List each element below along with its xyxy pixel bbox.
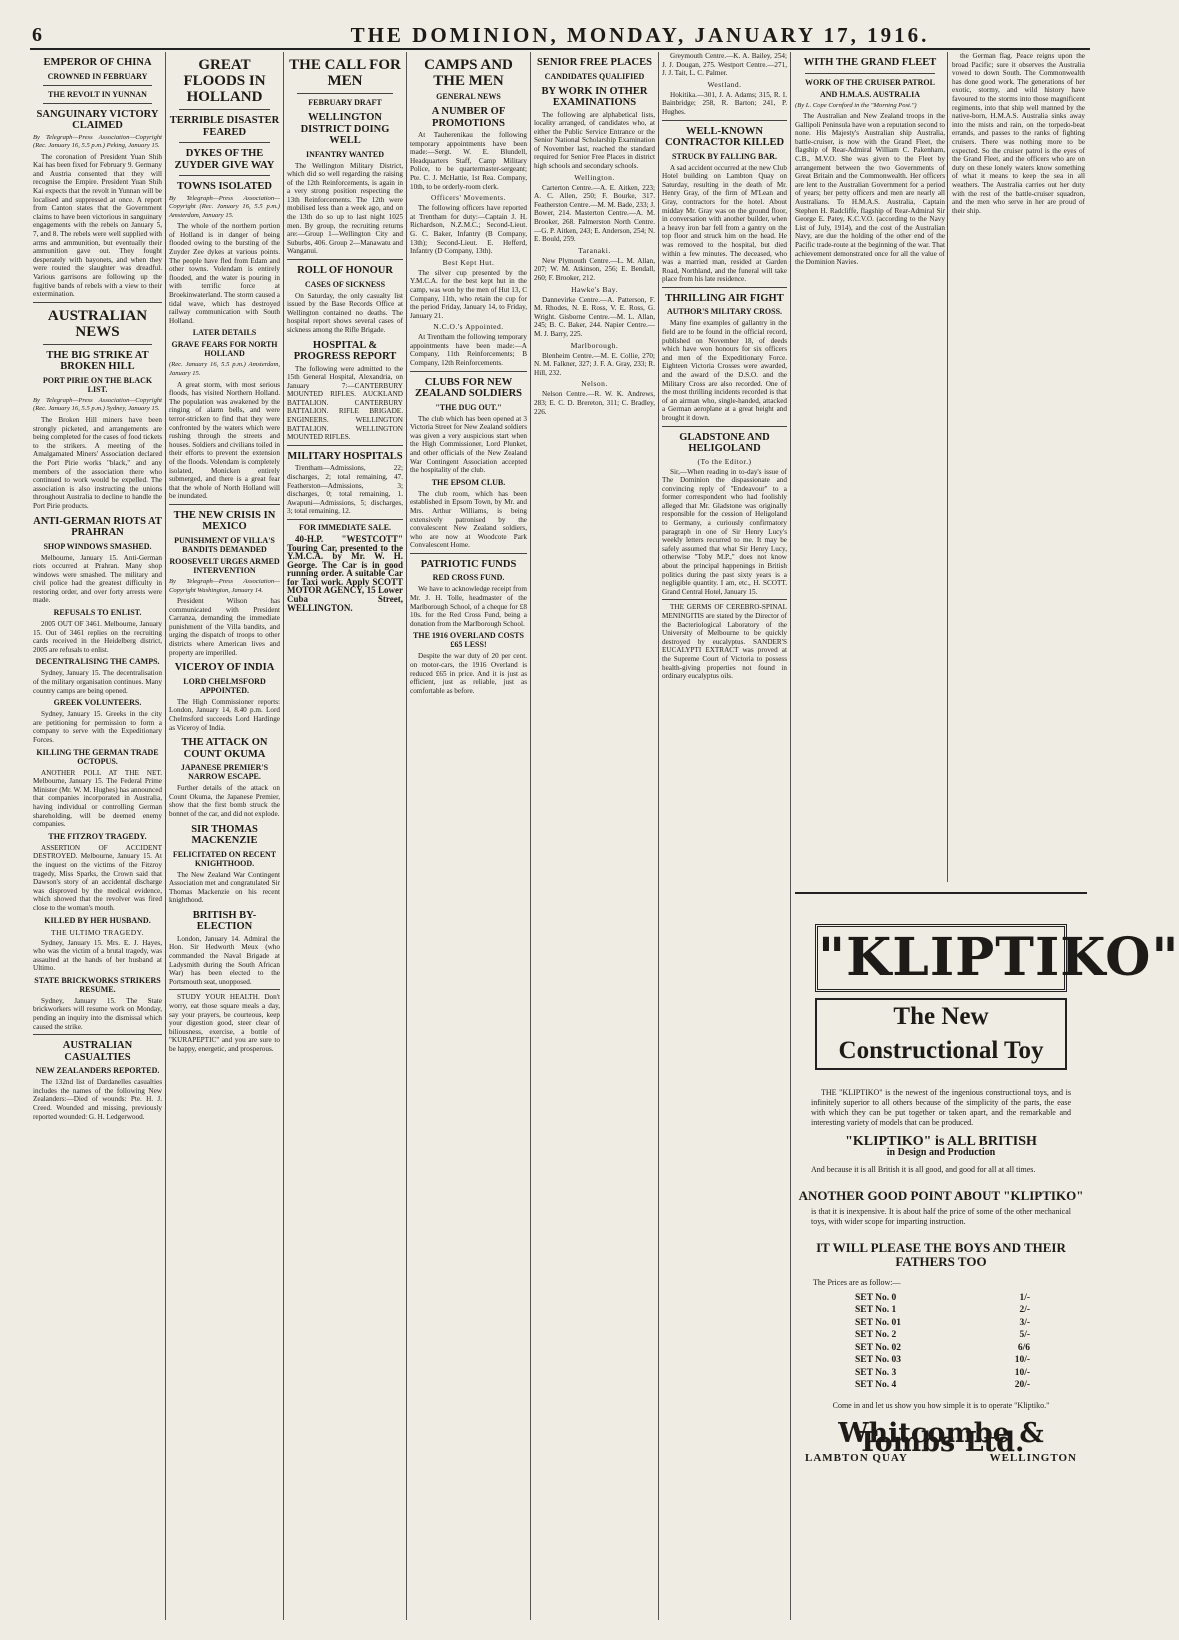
subheadline: Westland.	[707, 79, 742, 89]
ad-heading: in Design and Production	[886, 1146, 996, 1158]
subheadline: FEBRUARY DRAFT	[308, 98, 382, 107]
headline: GLADSTONE AND HELIGOLAND	[679, 431, 770, 454]
headline: WELLINGTON DISTRICT DOING WELL	[300, 112, 390, 146]
subheadline: THE ULTIMO TRAGEDY.	[51, 927, 144, 937]
article-body: The silver cup presented by the Y.M.C.A. for the best kept hut in the camp, was won by the men of Hut 13, C Company, 11th, who retain the cup for the period Friday, January 14, to Friday, January 21.	[410, 268, 527, 320]
headline: SENIOR FREE PLACES	[537, 57, 652, 68]
byline: By Telegraph—Press Association—Copyright (Rec. January 16, 5.5 p.m.) Sydney, January 15.	[33, 396, 162, 413]
grand-fleet-article	[795, 52, 945, 268]
subheadline: "THE DUG OUT."	[435, 402, 502, 412]
divider	[662, 599, 787, 600]
article-body: The club which has been opened at 3 Victoria Street for New Zealand soldiers was given a very auspicious start when the High Commissioner, Lord Plunket, and other officials of the New Zealand War Contingent Association accepted the hospitality of the club.	[410, 414, 527, 475]
price-row	[855, 1329, 1030, 1342]
subheadline: INFANTRY WANTED	[305, 149, 385, 159]
headline: CLUBS FOR NEW ZEALAND SOLDIERS	[414, 376, 523, 400]
headline: BY WORK IN OTHER EXAMINATIONS	[541, 85, 648, 108]
ad-heading: ANOTHER GOOD POINT ABOUT "KLIPTIKO"	[798, 1188, 1084, 1204]
column-6	[658, 52, 790, 1620]
subheadline: GRAVE FEARS FOR NORTH HOLLAND	[171, 340, 278, 359]
subheadline: NEW ZEALANDERS REPORTED.	[35, 1066, 160, 1076]
advertisement: STUDY YOUR HEALTH. Don't worry, eat those square meals a day, say your prayers, be courteous, keep your digestion good, steer clear of biliousness, exercise, a bottle of "KURAPEPTIC" and you are sure to be happy, energetic, and prosperous.	[169, 993, 280, 1053]
headline: SIR THOMAS MACKENZIE	[191, 823, 258, 846]
headline: EMPEROR OF CHINA	[43, 57, 152, 68]
byline: (By L. Cope Cornford in the "Morning Post.")	[795, 101, 917, 109]
headline: ROLL OF HONOUR	[297, 265, 393, 277]
headline: MILITARY HOSPITALS	[287, 450, 403, 462]
headline: BRITISH BY-ELECTION	[192, 909, 257, 933]
price-list	[795, 1292, 1087, 1392]
subheadline: LORD CHELMSFORD APPOINTED.	[183, 676, 266, 695]
column-3	[283, 52, 406, 1620]
divider	[287, 259, 403, 260]
article-body: the German flag. Peace reigns upon the broad Pacific; sure it observes the Australia vowed to down South. The Commonwealth has done good work. The generations of her exotic, stormy, and wild history have favoured to the storms into those magnificent regiments, into that ship well manned by the native-born, H.M.A.S. Australia sinks away into the mists and rain, on the torpedo-beat errands, and passes to the ranks of fighting cruisers. There was nothing more to be expected. So the cruiser patrol is the eyes of the Grand Fleet, and the officers who are on duty on these lonely waters know something of what it means to keep the sea in all weathers. The Australia carries out her duty with the rest of the battle-cruiser squadron, and the men who serve in her are proud of their ship.	[952, 52, 1085, 215]
article-body: Melbourne, January 15. Anti-German riots occurred at Prahran. Many shop windows were smashed. The military and civil police had the greatest difficulty in restoring order, and over forty arrests were made.	[33, 553, 162, 605]
subheadline: Best Kept Hut.	[442, 257, 495, 267]
subheadline: FOR IMMEDIATE SALE.	[298, 522, 392, 532]
set-name: SET No. 3	[855, 1367, 897, 1378]
divider	[410, 553, 527, 554]
subheadline: SHOP WINDOWS SMASHED.	[43, 541, 152, 551]
headline: AUSTRALIAN NEWS	[47, 307, 148, 340]
divider	[33, 302, 162, 303]
subheadline: REFUSALS TO ENLIST.	[53, 608, 142, 618]
article-body: The High Commissioner reports: London, January 14, 8.40 p.m. Lord Chelmsford succeeds Lord Hardinge as Viceroy of India.	[169, 697, 280, 732]
ad-title: "KLIPTIKO"	[815, 924, 1067, 992]
article-body: President Wilson has communicated with President Carranza, demanding the immediate punishment of the Villa bandits, and urging the dispatch of troops to other districts where American lives and property are imperilled.	[169, 597, 280, 657]
headline: TERRIBLE DISASTER FEARED	[169, 115, 280, 138]
column-2	[165, 52, 283, 1620]
article-body: The Australian and New Zealand troops in the Gallipoli Peninsula have won a reputation second to none. His Majesty's Australian ship Australia, battle-cruiser, is now with the Grand Fleet, the flagship of Rear-Admiral William C. Pakenham, C.B., M.V.O. She was given to the Fleet by arrangement between the two Governments of Great Britain and the Commonwealth. Her officers are lent to the Australian Government for a period of years; her petty officers and men are nearly all Australians. To H.M.A.S. Australia, Captain Stephen H. Radcliffe, flagship of Rear-Admiral Sir George E. Patey, K.C.V.O. (according to the Navy List of July, 1914), and the cost of the Australian Navy, are due the holding of the other end of the Pacific trade-route at the beginning of the war. That achievement demonstrated once for all the value of the Dominion Navies.	[795, 112, 945, 267]
headline: A NUMBER OF PROMOTIONS	[431, 106, 506, 129]
article-body: ANOTHER POLL AT THE NET. Melbourne, January 15. The Federal Prime Minister (Mr. W. M. Hughes) has announced that companies incorporated in Australia, having individual or controlling German shareholding, will be deemed enemy companies.	[33, 768, 162, 829]
article-body: The following were admitted to the 15th General Hospital, Alexandria, on January 7:—CANTERBURY MOUNTED RIFLES. AUCKLAND BATTALION. CANTERBURY BATTALION. RIFLE BRIGADE. ENGINEERS. WELLINGTON BATTALION. WELLINGTON MOUNTED RIFLES.	[287, 364, 403, 442]
subheadline: GREEK VOLUNTEERS.	[53, 698, 142, 708]
set-price: 10/-	[1014, 1367, 1030, 1378]
set-price: 5/-	[1019, 1330, 1030, 1341]
headline: TOWNS ISOLATED	[176, 181, 273, 192]
subheadline: LATER DETAILS	[192, 328, 257, 338]
headline: WELL-KNOWN CONTRACTOR KILLED	[664, 125, 785, 149]
address-street: LAMBTON QUAY	[805, 1451, 908, 1464]
article-body: At Tauherenikau the following temporary appointments have been made:—Sergt. W. E. Blundell, Headquarters Staff, Camp Military Police, to be quartermaster-sergeant; Pte. C. J. McHattie, 1st Rea. Company, 10th, to be orderly-room clerk.	[410, 131, 527, 191]
divider	[662, 120, 787, 121]
price-list-label: The Prices are as follow:—	[813, 1278, 901, 1288]
headline: PATRIOTIC FUNDS	[420, 558, 517, 570]
article-body: The Wellington Military District, which did so well regarding the raising of the 12th Reinforcements, is again in a very strong position respecting the 13th Reinforcements. The 12th were mobilised less than a week ago, and on the 13th do so up to last night 1025 men. By group, the recruiting returns are:—Group 1—Wellington City and Suburbs, 406. Group 2—Manawatu and Wanganui.	[287, 161, 403, 256]
ad-text: is that it is inexpensive. It is about half the price of some of the other mechanical toys, with wider scope for imparting instruction.	[811, 1207, 1071, 1227]
article-body: Trentham—Admissions, 22; discharges, 2; total remaining, 47. Featherston—Admissions, 3; discharges, 0; total remaining, 1. Awapuni—Admissions, 5; discharges, 3; total remaining, 12.	[287, 464, 403, 516]
divider	[662, 426, 787, 427]
set-name: SET No. 01	[855, 1317, 902, 1328]
subheadline: THE REVOLT IN YUNNAN	[48, 89, 147, 99]
subheadline: Marlborough.	[570, 340, 619, 350]
set-price: 2/-	[1019, 1305, 1030, 1316]
divider	[179, 142, 270, 143]
divider	[287, 445, 403, 446]
article-body: The club room, which has been established in Epsom Town, by Mr. and Mrs. Arthur Williams, is being extensively patronised by the convalescent New Zealand soldiers, who are now at Woodcote Park Convalescent Home.	[410, 489, 527, 550]
headline: THE BIG STRIKE AT BROKEN HILL	[46, 349, 149, 373]
subheadline: Taranaki.	[578, 245, 611, 255]
divider	[43, 85, 152, 86]
set-price: 10/-	[1014, 1355, 1030, 1366]
column-4	[406, 52, 530, 1620]
subheadline: Nelson.	[581, 379, 608, 389]
set-price: 3/-	[1019, 1317, 1030, 1328]
byline: (Rec. January 16, 5.5 p.m.) Amsterdam, January 15.	[169, 361, 280, 377]
subheadline: STRUCK BY FALLING BAR.	[672, 151, 777, 161]
divider	[43, 103, 152, 104]
article-body: Many fine examples of gallantry in the field are to be found in the official record, published on November 18, of deeds which have won honours for six officers and men of the Expeditionary Force. Eighteen Victoria Crosses were awarded, and the award of the D.S.O. and the Military Cross are also recorded. One of the most thrilling incidents recorded is that of an airman who, single-handed, attacked a German aeroplane at a great height and brought it down.	[662, 319, 787, 422]
subheadline: WORK OF THE CRUISER PATROL	[805, 77, 935, 87]
advertiser-name: Whitcombe & Tombs Ltd.	[838, 1418, 1044, 1458]
article-body: Hokitika.—301, J. A. Adams; 315, R. I. Bainbridge; 258, R. Barton; 241, P. Hughes.	[662, 90, 787, 116]
kliptiko-advertisement	[795, 892, 1179, 1619]
article-body: We have to acknowledge receipt from Mr. J. H. Tolle, headmaster of the Marlborough School, of a cheque for £8 10s. for the Red Cross Fund, being a donation from the Marlborough School.	[410, 585, 527, 628]
subheadline: THE FITZROY TRAGEDY.	[48, 831, 147, 841]
subheadline: JAPANESE PREMIER'S NARROW ESCAPE.	[180, 763, 269, 782]
set-name: SET No. 0	[855, 1292, 897, 1303]
address-city: WELLINGTON	[989, 1451, 1077, 1464]
set-name: SET No. 2	[855, 1330, 897, 1341]
advertisement: THE GERMS OF CEREBRO-SPINAL MENINGITIS are stated by the Director of the Bacteriological Laboratory of the University of Melbourne to be quickly destroyed by eucalyptus. SANDER'S EUCALYPTI EXTRACT was proved at the Supreme Court of Victoria to possess health-giving properties not found in ordinary eucalyptus oils.	[662, 603, 787, 681]
subheadline: AUTHOR'S MILITARY CROSS.	[666, 307, 783, 317]
divider	[179, 109, 270, 110]
headline: THE NEW CRISIS IN MEXICO	[173, 509, 276, 533]
article-body: A great storm, with most serious floods, has visited Northern Holland. The population was awakened by the ringing of alarm bells, and were terror-stricken to find that they were confronted by the waters which were rushing through the streets and houses. Soldiers and civilians toiled in their efforts to prevent the extension of the floods. Volendam is completely isolated, Monicken entirely submerged, and there is a great fear that the whole of North Holland will be inundated.	[169, 380, 280, 501]
column-1	[30, 52, 165, 1620]
article-body: The 132nd list of Dardanelles casualties includes the names of the following New Zealanders:—Died of wounds: Pte. H. J. Creed. Wounded and missing, previously reported wounded: G. H. Ledgerwood.	[33, 1078, 162, 1121]
divider	[287, 519, 403, 520]
headline: HOSPITAL & PROGRESS REPORT	[293, 339, 397, 362]
article-body: Sydney, January 15. Greeks in the city are petitioning for permission to form a company to serve with the Expeditionary Forces.	[33, 710, 162, 744]
article-body: The whole of the northern portion of Holland is in danger of being flooded owing to the bursting of the Zuyder Zee dykes at various points. The people have fled from Edam and other towns. Volendam is entirely flooded, and the water is pouring in with terrific force at Broekinwaterland. The storm caused a tidal wave, which has destroyed railway communication with South Holland.	[169, 222, 280, 325]
ad-text: And because it is all British it is all good, and good for all at all times.	[811, 1165, 1036, 1175]
set-price: 1/-	[1019, 1292, 1030, 1303]
masthead	[30, 20, 1090, 46]
article-body: The coronation of President Yuan Shih Kai has been fixed for February 9. Germany and Austria consented that they will recognise the Empire. President Yuan Shih Kai expects that the revolt in Yunnan will be localised and suppressed at once. A report from Canton states that the Government claims to have been victorious in sanguinary engagements with the rebels on January 5, 7, and 8. The rebels were well supplied with arms and ammunition, but eventually their ammunition gave out. They fought desperately with bayonets, and when they were routed the slaughter was dreadful. Various garrisons are following up the fugitive bands of rebels with a view to their extermination.	[33, 152, 162, 299]
headline: WITH THE GRAND FLEET	[803, 57, 937, 68]
column-7	[790, 52, 1179, 1620]
article-body: Sydney, January 15. The State brickworkers will resume work on Monday, pending an inquiry into the dismissal which caused the strike.	[33, 996, 162, 1031]
ad-heading: "KLIPTIKO" is ALL BRITISH	[845, 1134, 1037, 1149]
ad-footer: Come in and let us show you how simple it is to operate "Kliptiko."	[832, 1400, 1050, 1410]
headline: DYKES OF THE ZUYDER GIVE WAY	[174, 148, 275, 171]
subheadline: STATE BRICKWORKS STRIKERS RESUME.	[34, 975, 161, 994]
subheadline: CROWNED IN FEBRUARY	[47, 71, 148, 81]
newspaper-title: THE DOMINION, MONDAY, JANUARY 17, 1916.	[350, 23, 930, 47]
advertisement: 40-H.P. "WESTCOTT" Touring Car, presented to the Y.M.C.A. by Mr. W. H. George. The Car is in good running order. A suitable Car for Taxi work. Apply SCOTT MOTOR AGENCY, 15 Lower Cuba Street, WELLINGTON.	[287, 533, 403, 613]
subheadline: ROOSEVELT URGES ARMED INTERVENTION	[169, 556, 280, 575]
headline: THE ATTACK ON COUNT OKUMA	[181, 737, 268, 760]
subheadline: DECENTRALISING THE CAMPS.	[35, 657, 160, 667]
headline: GREAT FLOODS IN HOLLAND	[183, 57, 266, 105]
headline: VICEROY OF INDIA	[174, 662, 275, 674]
article-body: At Trentham the following temporary appointments have been made:—A Company, 11th Reinforcements; B Company, 12th Reinforcements.	[410, 333, 527, 368]
subheadline: N.C.O.'s Appointed.	[433, 322, 504, 332]
subheadline: GENERAL NEWS	[436, 92, 501, 101]
divider	[179, 175, 270, 176]
ad-heading: IT WILL PLEASE THE BOYS AND THEIR FATHERS TOO	[816, 1240, 1066, 1270]
set-name: SET No. 03	[855, 1355, 902, 1366]
headline: THRILLING AIR FIGHT	[665, 292, 784, 304]
divider	[169, 504, 280, 505]
headline: ANTI-GERMAN RIOTS AT PRAHRAN	[33, 515, 162, 538]
article-body: Blenheim Centre.—M. E. Collie, 270; N. M. Falkner, 327; J. F. A. Gray, 233; R. Hill, 232.	[534, 351, 655, 377]
byline: By Telegraph—Press Association—Copyright (Rec. January 16, 5.5 p.m.) Amsterdam, January 15.	[169, 194, 280, 219]
headline: THE CALL FOR MEN	[289, 57, 401, 89]
ad-subtitle: The New Constructional Toy	[815, 998, 1067, 1070]
article-body: Nelson Centre.—R. W. K. Andrews, 283; E. C. D. Brereton, 311; C. Bradley, 226.	[534, 390, 655, 416]
subheadline: RED CROSS FUND.	[432, 573, 505, 583]
price-row	[855, 1304, 1030, 1317]
subheadline: THE 1916 OVERLAND COSTS £65 LESS!	[413, 631, 524, 650]
divider	[33, 1034, 162, 1035]
article-body: The Broken Hill miners have been strongly picketed, and arrangements are being completed for the cases of food tickets to the strikers. A meeting of the Amalgamated Miners' Association declared the Port Pirie works "black," and any members of the association there who continued to work would be expelled. The association is also instructing the unions throughout Australia to decline to handle the Port Pirie products.	[33, 415, 162, 510]
price-row	[855, 1342, 1030, 1355]
article-body: Dannevirke Centre.—A. Patterson, F. M. Rhodes, N. E. Ross, V. E. Ross, G. Wright. Gisborne Centre.—M. L. Allan, 245; B. C. Baker, 244. Napier Centre.—M. J. Barry, 225.	[534, 295, 655, 338]
column-5	[530, 52, 658, 1620]
subheadline: Hawke's Bay.	[571, 284, 618, 294]
price-row	[855, 1367, 1030, 1380]
article-body: Sir,—When reading in to-day's issue of The Dominion the dispassionate and convincing reply of "Endeavour" to a former correspondent who had foolishly alleged that Mr. Gladstone was originally responsible for the cession of Heligoland to Germany, a curiously confirmatory paragraph in one of Sir Henry Lucy's weekly letters recurred to me. It may be safely assumed that what Sir Henry Lucy, otherwise "Toby M.P.," does not know about the principal happenings in British politics during the past sixty years is a negligible quantity. I am, etc., H. SCOTT. Grand Central Hotel, January 15.	[662, 467, 787, 596]
article-body: Greymouth Centre.—K. A. Bailey, 254; J. J. Dougan, 275. Westport Centre.—271, J. J. Tait, L. C. Palmer.	[662, 52, 787, 78]
article-body: On Saturday, the only casualty list issued by the Base Records Office at Wellington contained no deaths. The hospital report shows several cases of sickness among the Rifle Brigade.	[287, 291, 403, 334]
byline: By Telegraph—Press Association—Copyright Washington, January 14.	[169, 577, 280, 594]
subheadline: KILLED BY HER HUSBAND.	[44, 915, 151, 925]
article-body: The following officers have reported at Trentham for duty:—Captain J. H. Richardson, N.Z.M.C.; Second-Lieut. G. C. Baker, Infantry (B Company, 13th); Second-Lieut. E. Hefferd, Infantry (D Company, 13th).	[410, 204, 527, 256]
page-number: 6	[32, 24, 42, 46]
subheadline: PORT PIRIE ON THE BLACK LIST.	[42, 375, 153, 394]
article-body: ASSERTION OF ACCIDENT DESTROYED. Melbourne, January 15. At the inquest on the victims of the Fitzroy tragedy, Miss Sparks, the Crown said that Dawson's story of an accidental discharge was disproved by the medical evidence, which showed that the revolver was fired close to the woman's mouth.	[33, 843, 162, 912]
divider	[805, 73, 935, 74]
set-price: 6/6	[1017, 1342, 1030, 1353]
divider	[662, 287, 787, 288]
article-body: New Plymouth Centre.—L. M. Allan, 207; W. M. Atkinson, 256; E. Bendall, 260; F. Brooker, 212.	[534, 256, 655, 282]
article-body: Further details of the attack on Count Okuma, the Japanese Premier, show that the first bomb struck the bonnet of the car, and did not explode.	[169, 784, 280, 818]
headline: AUSTRALIAN CASUALTIES	[62, 1040, 133, 1063]
price-row	[855, 1379, 1030, 1392]
set-name: SET No. 02	[855, 1342, 902, 1353]
subheadline: PUNISHMENT OF VILLA'S BANDITS DEMANDED	[174, 535, 275, 554]
subheadline: KILLING THE GERMAN TRADE OCTOPUS.	[36, 747, 159, 766]
set-price: 20/-	[1014, 1380, 1030, 1391]
divider	[410, 371, 527, 372]
subheadline: CANDIDATES QUALIFIED	[544, 71, 645, 81]
subheadline: Officers' Movements.	[431, 193, 506, 203]
article-body: Despite the war duty of 20 per cent. on motor-cars, the 1916 Overland is reduced £65 in price. And it is just as efficient, just as reliable, just as comfortable as before.	[410, 652, 527, 695]
grand-fleet-continued	[947, 52, 1085, 882]
subheadline: AND H.M.A.S. AUSTRALIA	[819, 89, 920, 99]
article-body: The New Zealand War Contingent Association met and congratulated Sir Thomas Mackenzie on his recent knighthood.	[169, 870, 280, 905]
headline: CAMPS AND THE MEN	[424, 57, 513, 89]
subheadline: CASES OF SICKNESS	[304, 279, 386, 289]
subheadline: FELICITATED ON RECENT KNIGHTHOOD.	[172, 849, 277, 868]
page-columns	[30, 52, 1179, 1622]
headline: SANGUINARY VICTORY CLAIMED	[36, 108, 159, 131]
subheadline: THE EPSOM CLUB.	[431, 477, 506, 487]
price-row	[855, 1292, 1030, 1305]
subheadline: Wellington.	[574, 172, 615, 182]
set-name: SET No. 1	[855, 1305, 897, 1316]
divider	[297, 93, 393, 94]
article-body: Carterton Centre.—A. E. Aitken, 223; A. C. Allen, 250; F. Bourke, 317. Featherston Centre.—M. M. Bade, 233; J. Bower, 214. Masterton Centre.—A. M. Brooker, 268. Palmerston North Centre.—G. P. Aitken, 243; E. Anderson, 254; N. E. Bould, 259.	[534, 183, 655, 244]
subheadline: (To the Editor.)	[697, 456, 752, 466]
masthead-rule	[30, 48, 1090, 50]
article-body: Sydney, January 15. The decentralisation of the military organisation continues. Many country camps are being opened.	[33, 669, 162, 695]
price-row	[855, 1354, 1030, 1367]
divider	[43, 344, 152, 345]
price-row	[855, 1317, 1030, 1330]
divider	[169, 989, 280, 990]
byline: By Telegraph—Press Association—Copyright (Rec. January 16, 5.5 p.m.) Peking, January 15.	[33, 133, 162, 150]
article-body: London, January 14. Admiral the Hon. Sir Hedworth Meux (who commanded the Naval Brigade at Ladysmith during the South African War) has been elected to the Portsmouth seat, unopposed.	[169, 934, 280, 986]
ad-intro: THE "KLIPTIKO" is the newest of the ingenious constructional toys, and is infinitely superior to all others because of the simplicity of the parts, the ease with which they can be put together or taken apart, and the remarkable and interesting variety of models that can be produced.	[811, 1088, 1071, 1127]
set-name: SET No. 4	[855, 1380, 897, 1391]
article-body: The following are alphabetical lists, locality arranged, of candidates who, at either the Public Service Entrance or the Senior National Scholarship Examination of November last, reached the standard required for Senior Free Places in district high schools and secondary schools.	[534, 110, 655, 171]
article-body: A sad accident occurred at the new Club Hotel building on Lambton Quay on Saturday, resulting in the death of Mr. Henry Gray, of the firm of M'Lean and Gray, contractors for the hotel. About midday Mr. Gray was on the ground floor, in conversation with another builder, when a heavy iron bar fell from a gantry on the top floor and struck him on the head. He was removed to the hospital, but died within a few minutes. The deceased, who was a married man, resided at Garden Road, Northland, and the funeral will take place from his late residence.	[662, 163, 787, 284]
article-body: Sydney, January 15. Mrs. E. J. Hayes, who was the victim of a brutal tragedy, was assaulted at the hands of her husband at Ultimo.	[33, 938, 162, 973]
article-body: 2005 OUT OF 3461. Melbourne, January 15. Out of 3461 replies on the recruiting cards received in the Heidelberg district, 2005 are refusals to enlist.	[33, 620, 162, 654]
